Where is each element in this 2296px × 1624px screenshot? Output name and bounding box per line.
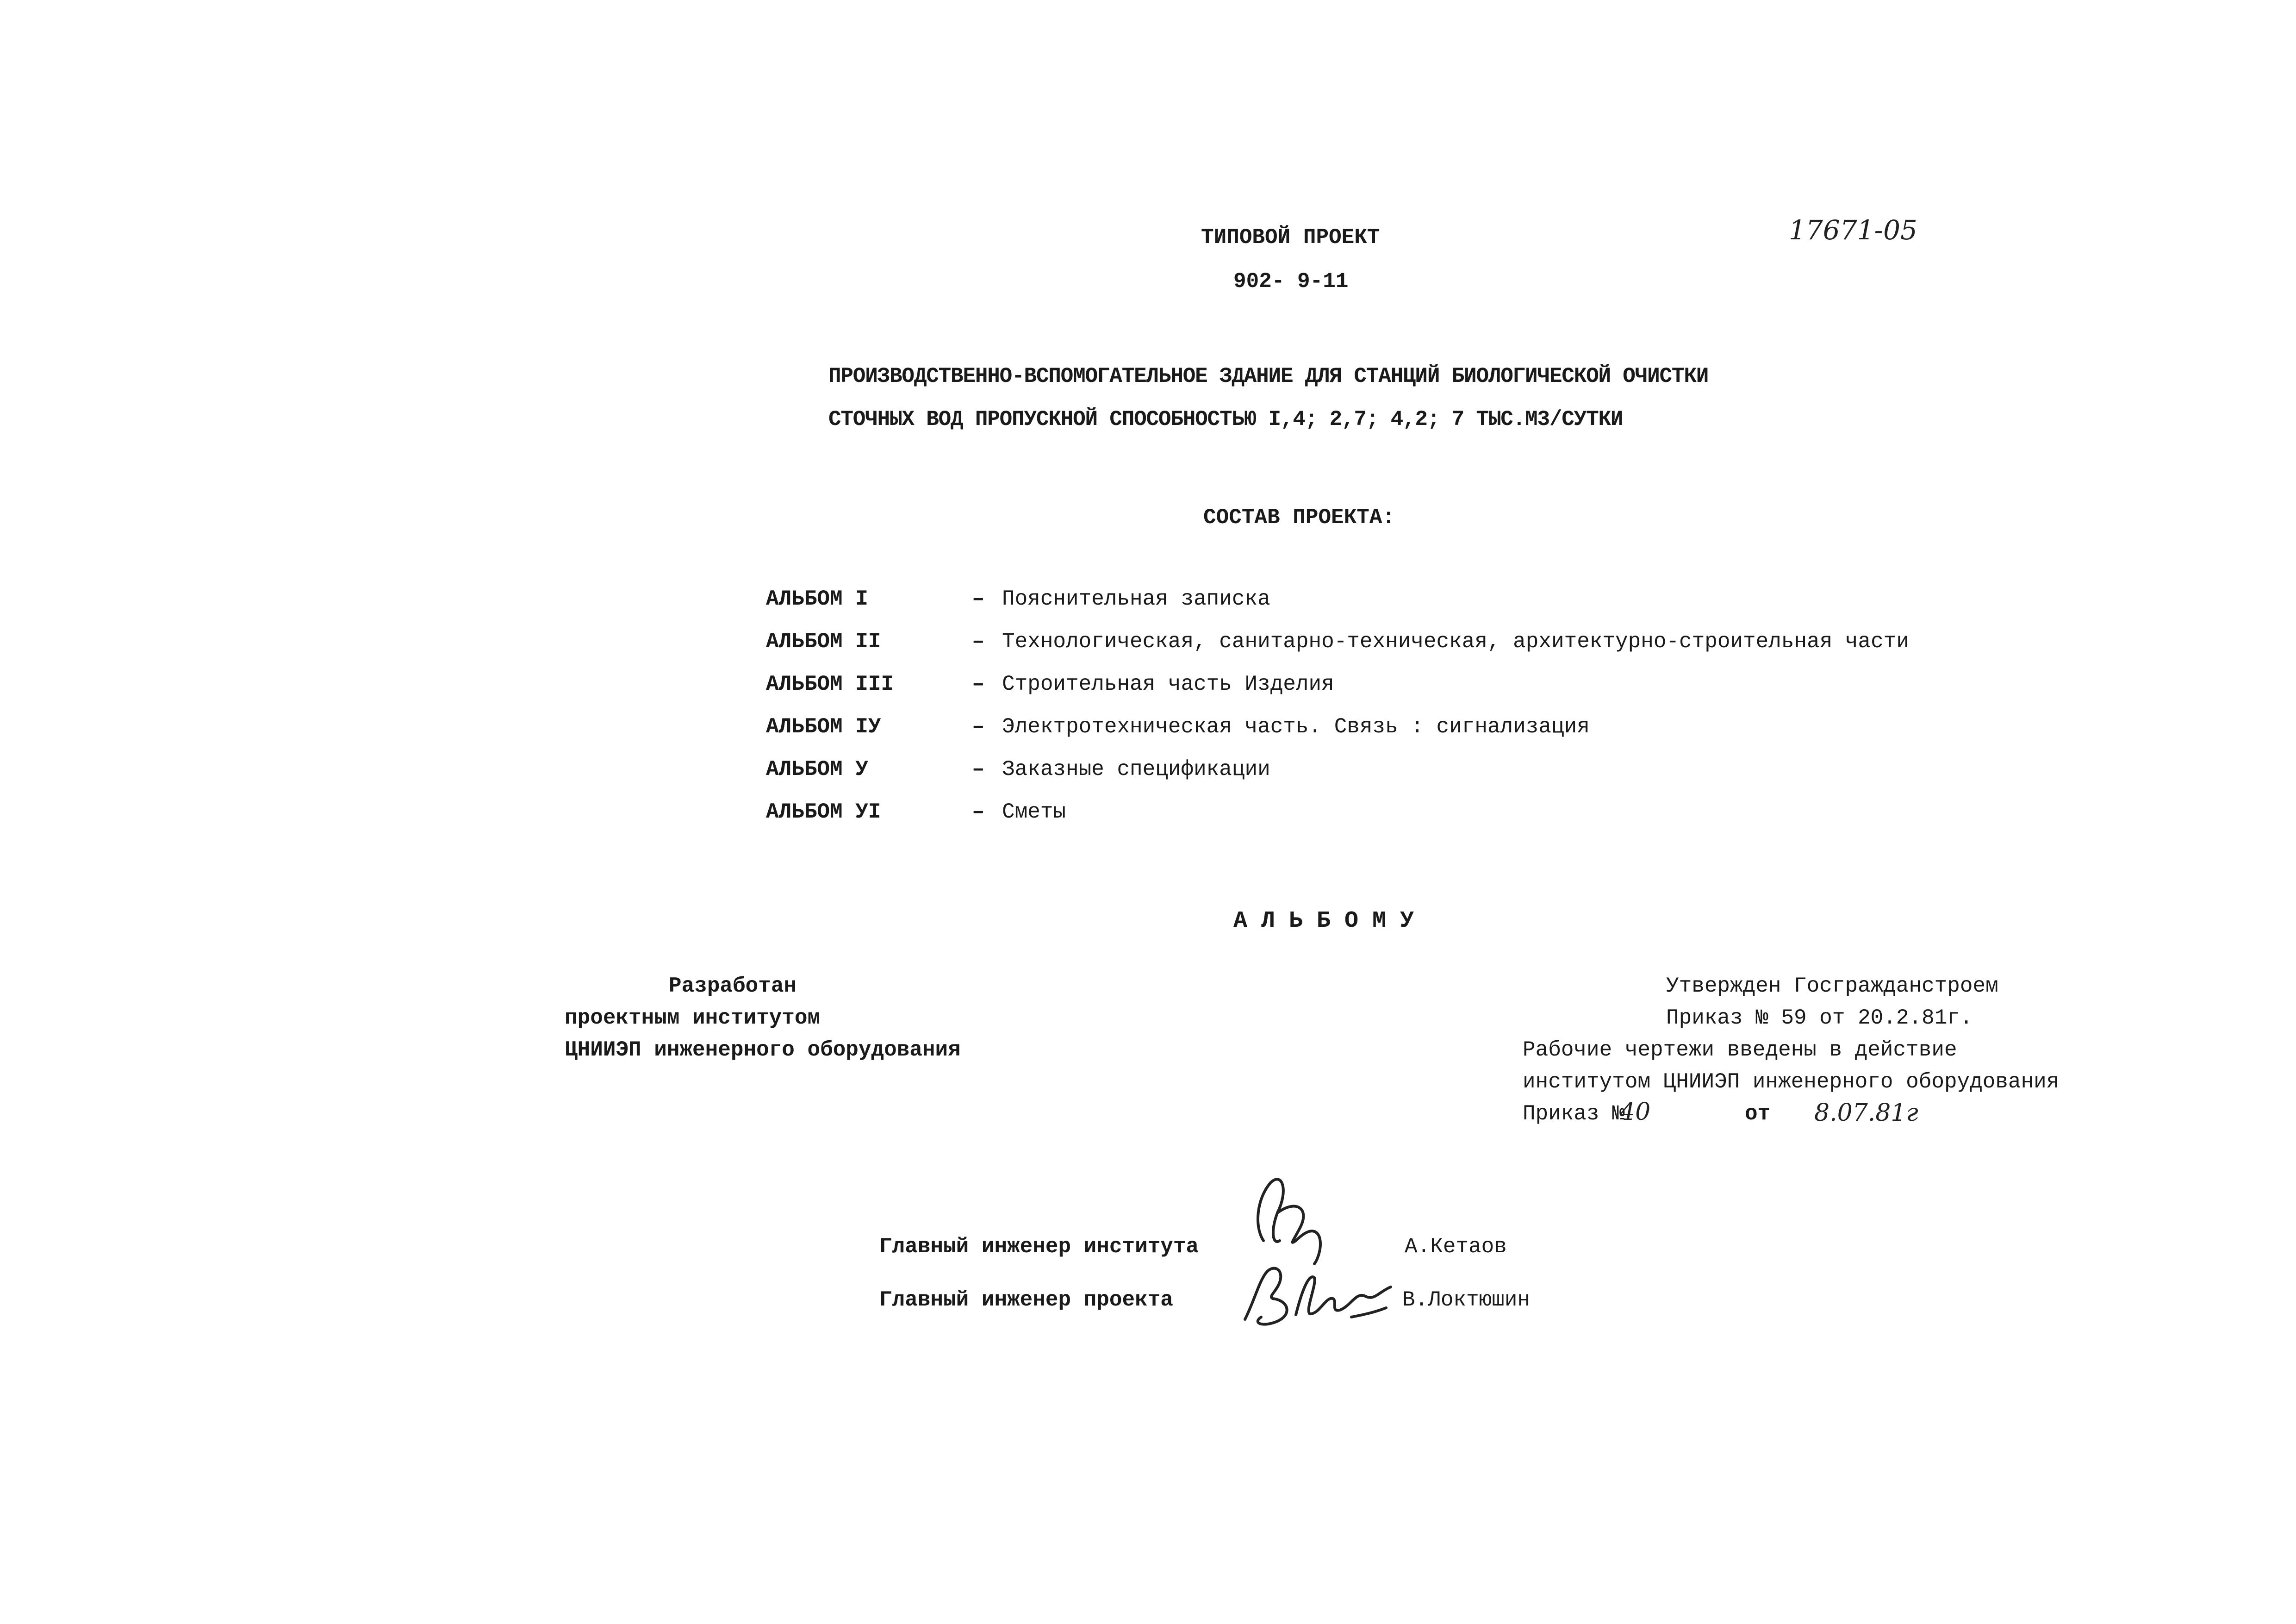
chief-project-label: Главный инженер проекта: [879, 1288, 1173, 1312]
project-type-title: ТИПОВОЙ ПРОЕКТ: [1201, 225, 1380, 250]
album-name: АЛЬБОМ У: [766, 757, 868, 781]
chief-institute-name: А.Кетаов: [1405, 1235, 1507, 1259]
album-dash: –: [972, 715, 985, 739]
album-dash: –: [972, 587, 985, 611]
album-description: Электротехническая часть. Связь : сигнализация: [1002, 715, 1590, 739]
album-name: АЛЬБОМ III: [766, 672, 894, 696]
signature-chief-institute: [1245, 1171, 1347, 1268]
inventory-number: 17671-05: [1789, 214, 1917, 246]
album-description: Строительная часть Изделия: [1002, 672, 1334, 696]
album-description: Сметы: [1002, 800, 1066, 824]
current-album-title: А Л Ь Б О М У: [1233, 908, 1414, 934]
album-dash: –: [972, 672, 985, 696]
developed-line-2: проектным институтом: [565, 1006, 821, 1030]
album-dash: –: [972, 800, 985, 824]
signature-chief-project: [1240, 1259, 1398, 1333]
chief-institute-label: Главный инженер института: [879, 1235, 1199, 1259]
chief-project-name: В.Локтюшин: [1402, 1288, 1531, 1312]
approved-line-2: Приказ № 59 от 20.2.81г.: [1666, 1006, 1973, 1030]
album-description: Заказные спецификации: [1002, 757, 1270, 781]
album-dash: –: [972, 630, 985, 654]
approved-line-1: Утвержден Госгражданстроем: [1666, 974, 1998, 998]
subject-line-1: ПРОИЗВОДСТВЕННО-ВСПОМОГАТЕЛЬНОЕ ЗДАНИЕ ДЛЯ СТАНЦИЙ БИОЛОГИЧЕСКОЙ ОЧИСТКИ: [828, 364, 1709, 388]
developed-line-3: ЦНИИЭП инженерного оборудования: [565, 1038, 961, 1062]
album-description: Пояснительная записка: [1002, 587, 1270, 611]
album-description: Технологическая, санитарно-техническая, архитектурно-строительная части: [1002, 630, 1909, 654]
developed-line-1: Разработан: [669, 974, 797, 998]
album-name: АЛЬБОМ IУ: [766, 715, 881, 739]
approved-line-3: Рабочие чертежи введены в действие: [1523, 1038, 1957, 1062]
album-dash: –: [972, 757, 985, 781]
project-number: 902- 9-11: [1233, 269, 1349, 294]
order-label: Приказ №: [1523, 1102, 1625, 1126]
album-name: АЛЬБОМ II: [766, 630, 881, 654]
order-number: 40: [1620, 1098, 1651, 1126]
composition-heading: СОСТАВ ПРОЕКТА:: [1203, 506, 1395, 530]
subject-line-2: СТОЧНЫХ ВОД ПРОПУСКНОЙ СПОСОБНОСТЬЮ I,4; 2,7; 4,2; 7 ТЫС.М3/СУТКИ: [828, 407, 1623, 431]
album-name: АЛЬБОМ I: [766, 587, 868, 611]
approved-line-4: институтом ЦНИИЭП инженерного оборудования: [1523, 1070, 2060, 1094]
order-from: от: [1745, 1102, 1771, 1126]
album-name: АЛЬБОМ УI: [766, 800, 881, 824]
order-date: 8.07.81г: [1814, 1099, 1918, 1127]
